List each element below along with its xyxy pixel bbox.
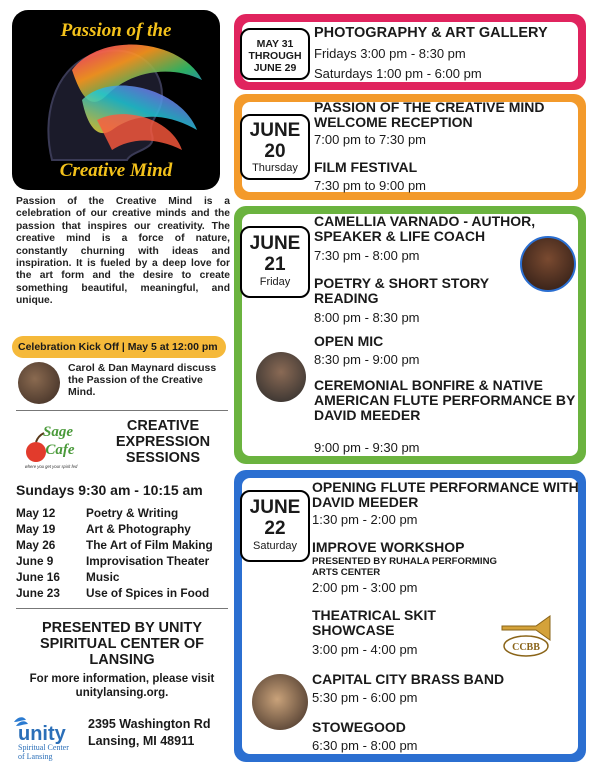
schedule-topic: The Art of Film Making [86,538,213,552]
event-title: THEATRICAL SKIT SHOWCASE [312,607,436,638]
kickoff-banner: Celebration Kick Off | May 5 at 12:00 pm [12,336,226,358]
address [88,716,210,750]
event-title: IMPROVE WORKSHOP [312,539,465,555]
logo-text-line2: Creative Mind [59,160,173,181]
event-title: POETRY & SHORT STORY READING [314,275,489,306]
event-time: 7:00 pm to 7:30 pm [314,132,427,147]
presented-by: PRESENTED BY UNITY SPIRITUAL CENTER OF LANSING [39,620,205,668]
gallery-title: PHOTOGRAPHY & ART GALLERY [314,25,548,41]
event-time: 8:00 pm - 8:30 pm [314,310,420,325]
schedule-row [16,586,209,600]
divider [16,608,228,609]
event-time: 8:30 pm - 9:00 pm [314,352,420,367]
schedule-row [16,554,209,568]
june22-datebox [240,490,310,562]
event-time: 3:00 pm - 4:00 pm [312,642,418,657]
june21-datebox [240,226,310,298]
event-time: 7:30 pm to 9:00 pm [314,178,427,193]
event-time: 9:00 pm - 9:30 pm [314,440,420,455]
june20-month: JUNE [249,120,301,141]
june22-weekday: Saturday [252,540,298,552]
schedule-date: June 23 [16,586,60,600]
event-title: PASSION OF THE CREATIVE MIND WELCOME RECEPTION [314,99,545,130]
gallery-time2: Saturdays 1:00 pm - 6:00 pm [314,66,482,81]
sage-name2: Cafe [45,442,75,458]
unity-sub2: of Lansing [18,752,53,761]
event-title: OPENING FLUTE PERFORMANCE WITH DAVID MEEDER [312,479,579,510]
event-title: CEREMONIAL BONFIRE & NATIVE AMERICAN FLUTE PERFORMANCE BY DAVID MEEDER [314,377,576,423]
event-title: CAPITAL CITY BRASS BAND [312,671,505,687]
schedule-row [16,538,213,552]
address-line2: Lansing, MI 48911 [88,734,195,748]
june22-day: 22 [264,518,286,539]
schedule-topic: Use of Spices in Food [86,586,210,600]
event-subtitle: PRESENTED BY RUHALA PERFORMING ARTS CENTER [312,556,497,578]
june20-panel [234,94,586,200]
gallery-date3: JUNE 29 [253,62,297,74]
gallery-date1: MAY 31 [256,38,294,50]
divider [16,410,228,411]
maynard-photo [18,362,60,404]
unity-logo [8,712,84,764]
event-title: FILM FESTIVAL [314,159,418,175]
unity-sub1: Spiritual Center [18,743,69,752]
logo-text-line1: Passion of the [60,20,172,41]
event-time: 5:30 pm - 6:00 pm [312,690,418,705]
schedule-date: May 12 [16,506,56,520]
intro-paragraph: Passion of the Creative Mind is a celebration of our creative minds and the passion that inspires our creativity. The creative mind is a force of nature, constantly churning with ideas and inspiration. It is fueled by a deep love for the art form and the desire to create something beautiful, meaningful, and unique. [16,196,230,307]
gallery-panel [234,14,586,90]
event-time: 1:30 pm - 2:00 pm [312,512,418,527]
schedule-date: May 26 [16,538,56,552]
event-title: CAMELLIA VARNADO - AUTHOR, SPEAKER & LIFE COACH [314,213,536,244]
event-time: 7:30 pm - 8:00 pm [314,248,420,263]
passion-logo [12,10,220,190]
schedule-topic: Art & Photography [86,522,191,536]
schedule-date: June 16 [16,570,60,584]
schedule-row [16,570,119,584]
gallery-time1: Fridays 3:00 pm - 8:30 pm [314,46,466,61]
unity-name: unity [18,723,66,745]
sage-cafe-logo [22,420,80,472]
maynard-caption: Carol & Dan Maynard discuss the Passion of the Creative Mind. [68,362,217,398]
event-time: 2:00 pm - 3:00 pm [312,580,418,595]
sessions-title: CREATIVE EXPRESSION SESSIONS [115,418,211,466]
sage-name1: Sage [43,424,73,440]
event-title: STOWEGOOD [312,719,406,735]
schedule-topic: Improvisation Theater [86,554,210,568]
schedule-row [16,506,178,520]
june21-day: 21 [264,254,286,275]
gallery-date2: THROUGH [248,50,302,62]
ccbb-badge: CCBB [512,642,540,653]
june21-month: JUNE [249,233,301,254]
june20-day: 20 [264,141,286,162]
event-title: OPEN MIC [314,333,384,349]
schedule-row [16,522,191,536]
schedule-topic: Poetry & Writing [86,506,179,520]
june22-panel [234,470,586,762]
more-info: For more information, please visit unitylansing.org. [29,673,215,699]
june21-panel [234,206,586,464]
trumpet-icon [496,608,556,660]
schedule-date: May 19 [16,522,56,536]
sage-tagline: where you get your spirit fed [24,464,78,469]
schedule-topic: Music [86,570,120,584]
june20-weekday: Thursday [252,162,298,174]
sundays-time: Sundays 9:30 am - 10:15 am [16,482,203,498]
june22-month: JUNE [249,497,301,518]
gallery-datebox [240,28,310,80]
stowegood-photo [252,674,308,730]
open-mic-photo [256,352,306,402]
june20-datebox [240,114,310,180]
june21-weekday: Friday [259,276,291,288]
event-time: 6:30 pm - 8:00 pm [312,738,418,753]
schedule-date: June 9 [16,554,54,568]
camellia-photo [520,236,576,292]
address-line1: 2395 Washington Rd [88,717,211,731]
